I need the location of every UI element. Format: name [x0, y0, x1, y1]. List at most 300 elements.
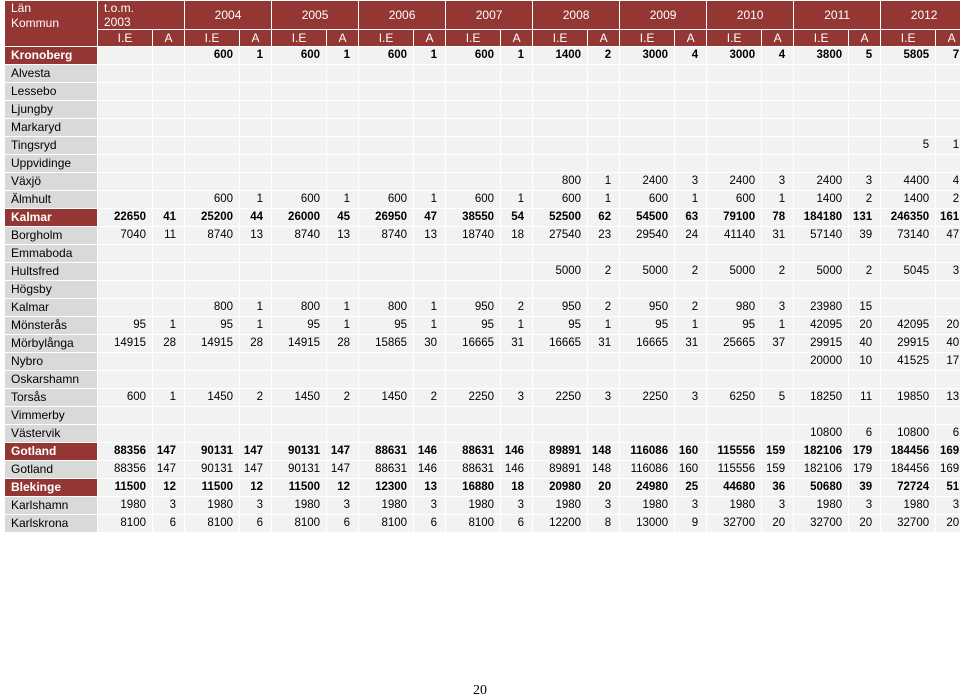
- cell-ie-value: 800: [185, 299, 239, 316]
- cell-ie-value: [98, 299, 152, 316]
- cell-a-value: 3: [501, 389, 532, 406]
- cell-ie-value: 116086: [620, 443, 674, 460]
- cell-a-value: [588, 281, 619, 298]
- row-name: Tingsryd: [5, 137, 97, 154]
- row-name: Mönsterås: [5, 317, 97, 334]
- cell-a-value: [936, 407, 960, 424]
- cell-ie-value: [707, 65, 761, 82]
- cell-a-value: [588, 353, 619, 370]
- cell-ie-value: 88356: [98, 443, 152, 460]
- cell-a-value: [153, 353, 184, 370]
- cell-a-value: 62: [588, 209, 619, 226]
- cell-ie-value: [881, 299, 935, 316]
- header-lan: Län: [11, 1, 32, 15]
- cell-a-value: [501, 371, 532, 388]
- cell-a-value: [153, 101, 184, 118]
- cell-ie-value: [533, 353, 587, 370]
- cell-ie-value: [98, 137, 152, 154]
- header-year: 2004: [185, 1, 271, 29]
- cell-a-value: 2: [675, 263, 706, 280]
- cell-ie-value: [446, 425, 500, 442]
- cell-ie-value: [620, 353, 674, 370]
- cell-a-value: [675, 155, 706, 172]
- cell-ie-value: [446, 65, 500, 82]
- cell-a-value: [240, 425, 271, 442]
- cell-ie-value: 184180: [794, 209, 848, 226]
- cell-a-value: 20: [849, 317, 880, 334]
- cell-ie-value: [359, 353, 413, 370]
- cell-a-value: 1: [240, 47, 271, 64]
- cell-a-value: [675, 83, 706, 100]
- row-name: Älmhult: [5, 191, 97, 208]
- cell-a-value: [327, 371, 358, 388]
- header-sub-ie: I.E: [272, 30, 326, 46]
- cell-ie-value: 79100: [707, 209, 761, 226]
- cell-ie-value: 8100: [446, 515, 500, 532]
- cell-ie-value: [185, 425, 239, 442]
- cell-ie-value: [359, 173, 413, 190]
- cell-a-value: [675, 137, 706, 154]
- cell-ie-value: [794, 83, 848, 100]
- row-name: Oskarshamn: [5, 371, 97, 388]
- cell-a-value: [327, 119, 358, 136]
- cell-ie-value: [533, 101, 587, 118]
- cell-ie-value: 800: [533, 173, 587, 190]
- cell-a-value: 3: [849, 497, 880, 514]
- cell-ie-value: 1980: [185, 497, 239, 514]
- header-sub-a: A: [240, 30, 271, 46]
- cell-a-value: [501, 83, 532, 100]
- row-name: Växjö: [5, 173, 97, 190]
- cell-ie-value: 116086: [620, 461, 674, 478]
- cell-ie-value: [272, 101, 326, 118]
- cell-ie-value: 600: [620, 191, 674, 208]
- cell-ie-value: 73140: [881, 227, 935, 244]
- cell-a-value: 28: [327, 335, 358, 352]
- cell-ie-value: 8740: [359, 227, 413, 244]
- cell-a-value: 160: [675, 443, 706, 460]
- cell-ie-value: 88356: [98, 461, 152, 478]
- cell-ie-value: [446, 407, 500, 424]
- municipality-row: [5, 299, 960, 316]
- municipality-row: [5, 227, 960, 244]
- cell-ie-value: 88631: [446, 461, 500, 478]
- row-name: Gotland: [5, 461, 97, 478]
- cell-ie-value: 2250: [620, 389, 674, 406]
- cell-ie-value: [359, 101, 413, 118]
- cell-ie-value: [794, 155, 848, 172]
- cell-ie-value: [185, 353, 239, 370]
- county-row: [5, 479, 960, 496]
- row-name: Västervik: [5, 425, 97, 442]
- cell-ie-value: [533, 119, 587, 136]
- cell-a-value: [153, 407, 184, 424]
- municipality-row: [5, 263, 960, 280]
- cell-a-value: 147: [153, 461, 184, 478]
- cell-ie-value: [185, 119, 239, 136]
- cell-ie-value: [272, 119, 326, 136]
- cell-a-value: 31: [675, 335, 706, 352]
- header-sub-ie: I.E: [98, 30, 152, 46]
- county-row: [5, 209, 960, 226]
- row-name: Markaryd: [5, 119, 97, 136]
- cell-ie-value: [359, 281, 413, 298]
- cell-a-value: 1: [153, 389, 184, 406]
- cell-ie-value: [533, 425, 587, 442]
- cell-a-value: [849, 155, 880, 172]
- cell-ie-value: [359, 83, 413, 100]
- cell-a-value: 9: [675, 515, 706, 532]
- cell-a-value: 3: [936, 263, 960, 280]
- cell-ie-value: [533, 407, 587, 424]
- cell-a-value: 159: [762, 461, 793, 478]
- cell-ie-value: 184456: [881, 443, 935, 460]
- county-row: [5, 47, 960, 64]
- cell-a-value: 5: [762, 389, 793, 406]
- cell-ie-value: [359, 371, 413, 388]
- cell-ie-value: 12300: [359, 479, 413, 496]
- cell-a-value: 2: [501, 299, 532, 316]
- cell-ie-value: [98, 173, 152, 190]
- cell-ie-value: 95: [620, 317, 674, 334]
- cell-a-value: 41: [153, 209, 184, 226]
- cell-a-value: 3: [675, 389, 706, 406]
- row-name: Mörbylånga: [5, 335, 97, 352]
- cell-ie-value: [446, 371, 500, 388]
- cell-a-value: 1: [675, 317, 706, 334]
- cell-ie-value: [707, 101, 761, 118]
- cell-ie-value: 5045: [881, 263, 935, 280]
- cell-a-value: [849, 137, 880, 154]
- county-row: [5, 443, 960, 460]
- cell-a-value: [414, 155, 445, 172]
- cell-ie-value: [185, 371, 239, 388]
- cell-ie-value: [185, 101, 239, 118]
- cell-a-value: [240, 371, 271, 388]
- cell-a-value: 5: [849, 47, 880, 64]
- cell-ie-value: [794, 245, 848, 262]
- cell-a-value: [327, 407, 358, 424]
- cell-a-value: 13: [240, 227, 271, 244]
- cell-ie-value: 2250: [446, 389, 500, 406]
- cell-a-value: 1: [240, 191, 271, 208]
- cell-a-value: 1: [414, 191, 445, 208]
- cell-a-value: [501, 137, 532, 154]
- cell-ie-value: [533, 155, 587, 172]
- cell-a-value: [588, 65, 619, 82]
- cell-a-value: 63: [675, 209, 706, 226]
- cell-a-value: [675, 425, 706, 442]
- cell-ie-value: [98, 281, 152, 298]
- municipality-row: [5, 173, 960, 190]
- cell-a-value: 6: [936, 425, 960, 442]
- cell-a-value: 3: [849, 173, 880, 190]
- cell-ie-value: 182106: [794, 461, 848, 478]
- cell-a-value: [675, 407, 706, 424]
- cell-a-value: 23: [588, 227, 619, 244]
- cell-ie-value: 1400: [794, 191, 848, 208]
- cell-a-value: [675, 65, 706, 82]
- cell-ie-value: [707, 155, 761, 172]
- cell-a-value: 20: [936, 317, 960, 334]
- cell-ie-value: 2400: [794, 173, 848, 190]
- cell-a-value: 6: [327, 515, 358, 532]
- cell-ie-value: 42095: [881, 317, 935, 334]
- cell-a-value: [675, 119, 706, 136]
- cell-ie-value: [881, 119, 935, 136]
- cell-a-value: [327, 263, 358, 280]
- municipality-row: [5, 371, 960, 388]
- cell-a-value: [936, 299, 960, 316]
- cell-a-value: [936, 101, 960, 118]
- cell-ie-value: [359, 407, 413, 424]
- cell-a-value: [153, 299, 184, 316]
- cell-a-value: [240, 137, 271, 154]
- cell-ie-value: 26000: [272, 209, 326, 226]
- cell-a-value: [327, 83, 358, 100]
- cell-a-value: 11: [849, 389, 880, 406]
- row-name: Karlshamn: [5, 497, 97, 514]
- cell-a-value: [762, 155, 793, 172]
- row-name: Gotland: [5, 443, 97, 460]
- cell-ie-value: 90131: [185, 461, 239, 478]
- cell-ie-value: [98, 101, 152, 118]
- cell-a-value: 3: [327, 497, 358, 514]
- cell-ie-value: 8100: [98, 515, 152, 532]
- cell-a-value: [327, 281, 358, 298]
- cell-a-value: 3: [675, 173, 706, 190]
- cell-a-value: 3: [762, 497, 793, 514]
- cell-a-value: [240, 65, 271, 82]
- cell-a-value: [675, 371, 706, 388]
- statistics-table: [4, 0, 960, 533]
- row-name: Ljungby: [5, 101, 97, 118]
- row-name: Torsås: [5, 389, 97, 406]
- cell-a-value: 148: [588, 461, 619, 478]
- cell-ie-value: [620, 137, 674, 154]
- cell-ie-value: 5000: [794, 263, 848, 280]
- cell-a-value: [327, 65, 358, 82]
- cell-a-value: [240, 101, 271, 118]
- cell-a-value: 3: [588, 389, 619, 406]
- cell-ie-value: 600: [446, 191, 500, 208]
- cell-a-value: [240, 263, 271, 280]
- cell-ie-value: 95: [272, 317, 326, 334]
- cell-a-value: [501, 425, 532, 442]
- cell-a-value: [762, 245, 793, 262]
- cell-a-value: [588, 137, 619, 154]
- cell-a-value: [762, 371, 793, 388]
- row-name: Karlskrona: [5, 515, 97, 532]
- cell-ie-value: 50680: [794, 479, 848, 496]
- cell-ie-value: 6250: [707, 389, 761, 406]
- cell-ie-value: 1450: [185, 389, 239, 406]
- cell-a-value: [762, 83, 793, 100]
- cell-a-value: 3: [240, 497, 271, 514]
- cell-ie-value: 182106: [794, 443, 848, 460]
- cell-ie-value: [881, 245, 935, 262]
- header-sub-ie: I.E: [707, 30, 761, 46]
- cell-ie-value: [272, 137, 326, 154]
- cell-ie-value: [359, 263, 413, 280]
- municipality-row: [5, 497, 960, 514]
- cell-ie-value: 7040: [98, 227, 152, 244]
- cell-ie-value: [794, 407, 848, 424]
- cell-a-value: 4: [675, 47, 706, 64]
- header-year: 2007: [446, 1, 532, 29]
- cell-ie-value: [707, 83, 761, 100]
- table-body: [5, 47, 960, 532]
- cell-a-value: 1: [327, 299, 358, 316]
- cell-ie-value: 20980: [533, 479, 587, 496]
- cell-ie-value: 90131: [185, 443, 239, 460]
- cell-a-value: [414, 101, 445, 118]
- cell-a-value: 3: [588, 497, 619, 514]
- cell-a-value: 1: [588, 317, 619, 334]
- row-name: Högsby: [5, 281, 97, 298]
- cell-a-value: 2: [588, 299, 619, 316]
- cell-a-value: 1: [762, 191, 793, 208]
- cell-a-value: 6: [414, 515, 445, 532]
- cell-a-value: 1: [588, 191, 619, 208]
- cell-a-value: 18: [501, 479, 532, 496]
- cell-ie-value: [185, 155, 239, 172]
- cell-a-value: 39: [849, 227, 880, 244]
- cell-ie-value: 29540: [620, 227, 674, 244]
- cell-a-value: [414, 263, 445, 280]
- cell-a-value: 1: [327, 47, 358, 64]
- cell-a-value: 3: [501, 497, 532, 514]
- cell-a-value: 20: [588, 479, 619, 496]
- cell-a-value: 13: [327, 227, 358, 244]
- cell-ie-value: 3800: [794, 47, 848, 64]
- cell-ie-value: [98, 425, 152, 442]
- cell-ie-value: [707, 407, 761, 424]
- cell-ie-value: 2400: [620, 173, 674, 190]
- cell-ie-value: 41140: [707, 227, 761, 244]
- cell-ie-value: [98, 263, 152, 280]
- cell-ie-value: 11500: [185, 479, 239, 496]
- header-sub-ie: I.E: [794, 30, 848, 46]
- cell-a-value: 1: [762, 317, 793, 334]
- cell-a-value: [588, 119, 619, 136]
- municipality-row: [5, 83, 960, 100]
- header-sub-a: A: [675, 30, 706, 46]
- cell-ie-value: [98, 83, 152, 100]
- cell-a-value: [240, 281, 271, 298]
- cell-a-value: 24: [675, 227, 706, 244]
- cell-a-value: [588, 407, 619, 424]
- cell-a-value: [762, 137, 793, 154]
- cell-ie-value: 14915: [185, 335, 239, 352]
- cell-a-value: [414, 371, 445, 388]
- cell-a-value: 147: [240, 443, 271, 460]
- header-sub-ie: I.E: [620, 30, 674, 46]
- cell-ie-value: 8100: [359, 515, 413, 532]
- municipality-row: [5, 317, 960, 334]
- cell-a-value: 6: [501, 515, 532, 532]
- cell-ie-value: 32700: [707, 515, 761, 532]
- cell-a-value: 17: [936, 353, 960, 370]
- cell-a-value: [414, 119, 445, 136]
- cell-ie-value: 1980: [794, 497, 848, 514]
- cell-a-value: [414, 353, 445, 370]
- cell-ie-value: 95: [533, 317, 587, 334]
- cell-a-value: [588, 425, 619, 442]
- cell-ie-value: 115556: [707, 443, 761, 460]
- cell-a-value: [153, 371, 184, 388]
- cell-ie-value: [794, 137, 848, 154]
- cell-a-value: [588, 155, 619, 172]
- cell-ie-value: [881, 83, 935, 100]
- cell-a-value: 169: [936, 461, 960, 478]
- cell-a-value: 159: [762, 443, 793, 460]
- cell-ie-value: 1980: [533, 497, 587, 514]
- cell-a-value: [414, 245, 445, 262]
- cell-a-value: 146: [501, 461, 532, 478]
- cell-a-value: 3: [675, 497, 706, 514]
- cell-a-value: 2: [327, 389, 358, 406]
- cell-a-value: [501, 245, 532, 262]
- cell-ie-value: 800: [359, 299, 413, 316]
- cell-a-value: 131: [849, 209, 880, 226]
- cell-a-value: 37: [762, 335, 793, 352]
- cell-ie-value: 950: [533, 299, 587, 316]
- cell-a-value: 161: [936, 209, 960, 226]
- cell-ie-value: [359, 137, 413, 154]
- cell-a-value: [588, 371, 619, 388]
- cell-a-value: 31: [588, 335, 619, 352]
- cell-a-value: 147: [153, 443, 184, 460]
- row-name: Lessebo: [5, 83, 97, 100]
- cell-a-value: [588, 83, 619, 100]
- cell-a-value: [414, 407, 445, 424]
- cell-ie-value: 1400: [533, 47, 587, 64]
- cell-ie-value: 10800: [794, 425, 848, 442]
- cell-ie-value: [446, 245, 500, 262]
- cell-ie-value: 600: [446, 47, 500, 64]
- cell-ie-value: 5000: [620, 263, 674, 280]
- cell-ie-value: [446, 155, 500, 172]
- cell-a-value: 10: [849, 353, 880, 370]
- cell-ie-value: [272, 83, 326, 100]
- cell-a-value: 6: [153, 515, 184, 532]
- cell-a-value: 3: [762, 173, 793, 190]
- cell-ie-value: [794, 65, 848, 82]
- cell-ie-value: 95: [98, 317, 152, 334]
- cell-a-value: [675, 353, 706, 370]
- cell-ie-value: 90131: [272, 443, 326, 460]
- cell-a-value: 1: [588, 173, 619, 190]
- cell-a-value: 2: [240, 389, 271, 406]
- cell-a-value: [762, 65, 793, 82]
- cell-ie-value: [794, 101, 848, 118]
- cell-a-value: 3: [153, 497, 184, 514]
- header-sub-ie: I.E: [359, 30, 413, 46]
- municipality-row: [5, 461, 960, 478]
- cell-ie-value: 11500: [98, 479, 152, 496]
- cell-ie-value: 95: [446, 317, 500, 334]
- cell-a-value: [153, 425, 184, 442]
- cell-ie-value: [794, 119, 848, 136]
- cell-ie-value: 1450: [359, 389, 413, 406]
- header-sub-a: A: [849, 30, 880, 46]
- cell-a-value: [414, 137, 445, 154]
- cell-a-value: 2: [762, 263, 793, 280]
- cell-ie-value: [272, 65, 326, 82]
- cell-ie-value: [620, 101, 674, 118]
- cell-a-value: 20: [936, 515, 960, 532]
